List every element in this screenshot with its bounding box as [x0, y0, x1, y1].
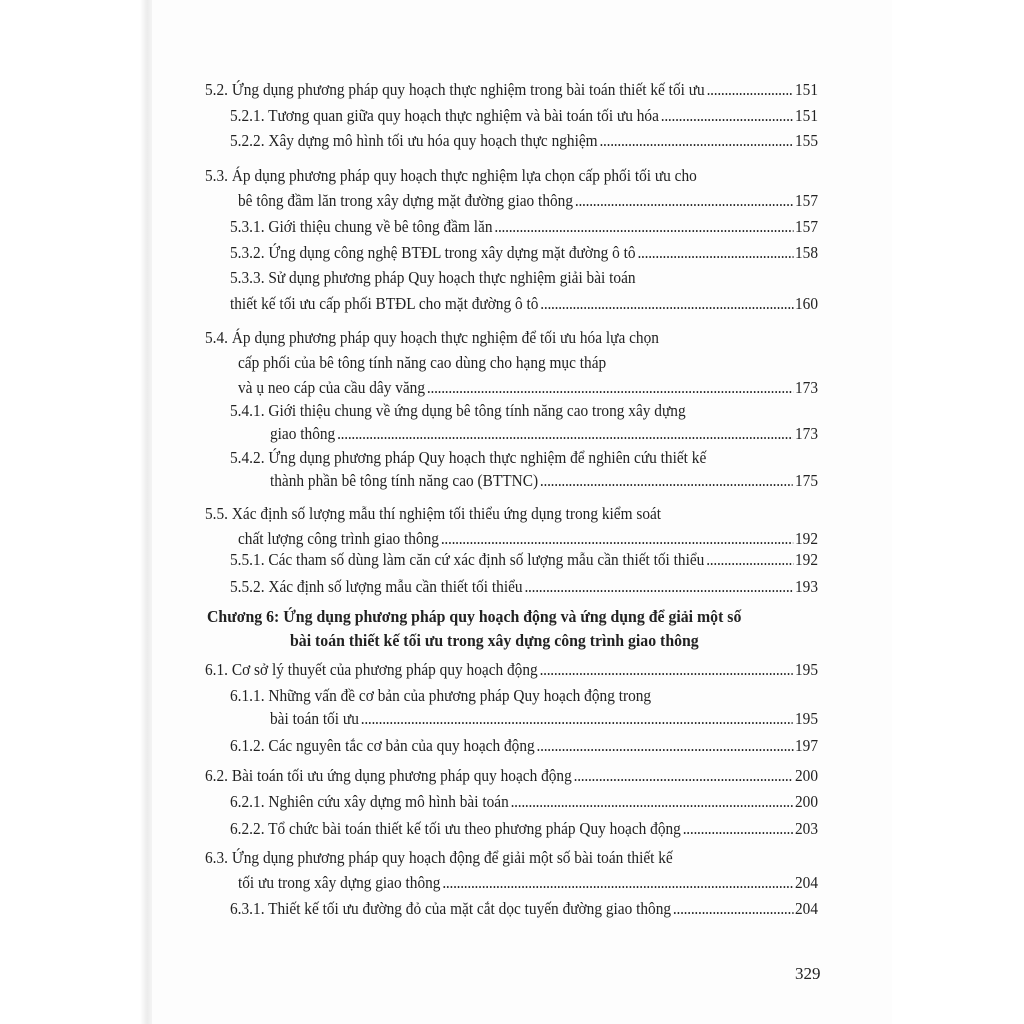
toc-entry-title: chất lượng công trình giao thông [238, 529, 439, 548]
toc-entry-page: 203 [794, 819, 818, 838]
toc-entry-page: 193 [794, 577, 818, 596]
dot-leader [540, 294, 793, 314]
toc-entry-page: 200 [794, 766, 818, 785]
toc-entry-title: 5.2.1. Tương quan giữa quy hoạch thực nghiệm và bài toán tối ưu hóa [230, 106, 659, 125]
toc-entry-line [205, 504, 818, 524]
toc-entry [205, 766, 818, 786]
toc-entry-line [238, 353, 818, 373]
toc-entry-title: 6.2.2. Tổ chức bài toán thiết kế tối ưu theo phương pháp Quy hoạch động [230, 819, 681, 838]
toc-entry-line [230, 448, 818, 468]
toc-entry-page: 175 [794, 471, 818, 490]
toc-entry-page: 200 [794, 792, 818, 811]
toc-entry-title: giao thông [270, 424, 336, 443]
dot-leader [537, 736, 794, 756]
toc-entry [205, 80, 818, 100]
dot-leader [575, 191, 793, 211]
toc-entry-page: 192 [794, 529, 818, 548]
toc-entry-title: 6.2. Bài toán tối ưu ứng dụng phương pháp quy hoạch động [205, 766, 572, 785]
chapter-heading-line2: bài toán thiết kế tối ưu trong xây dựng công trình giao thông [290, 631, 699, 650]
toc-entry-title: 5.5.2. Xác định số lượng mẫu cần thiết tối thiểu [230, 577, 523, 596]
dot-leader [427, 378, 793, 398]
toc-entry-title: 6.1. Cơ sở lý thuyết của phương pháp quy hoạch động [205, 660, 538, 679]
toc-entry-title: 6.1.2. Các nguyên tắc cơ bản của quy hoạch động [230, 736, 535, 755]
toc-entry-page: 157 [794, 191, 818, 210]
toc-entry-title: thành phần bê tông tính năng cao (BTTNC) [270, 471, 539, 490]
dot-leader [706, 550, 793, 570]
dot-leader [637, 243, 793, 263]
toc-entry-title: 6.3.1. Thiết kế tối ưu đường đỏ của mặt cắt dọc tuyến đường giao thông [230, 899, 672, 918]
dot-leader [442, 873, 793, 893]
toc-entry [230, 577, 818, 597]
toc-entry-line [205, 848, 818, 868]
toc-entry [238, 873, 818, 893]
toc-entry-title: 5.5.1. Các tham số dùng làm căn cứ xác định số lượng mẫu cần thiết tối thiểu [230, 550, 705, 569]
toc-entry-line [205, 328, 818, 348]
toc-entry [270, 709, 818, 729]
toc-entry-title: cấp phối của bê tông tính năng cao dùng cho hạng mục tháp [238, 353, 607, 372]
dot-leader [599, 131, 793, 151]
toc-entry-page: 173 [794, 424, 818, 443]
dot-leader [540, 471, 793, 491]
toc-entry-line [230, 401, 818, 421]
toc-entry [230, 131, 818, 151]
toc-entry-title: 5.4.1. Giới thiệu chung về ứng dụng bê tông tính năng cao trong xây dựng [230, 401, 686, 420]
toc-entry-title: 6.2.1. Nghiên cứu xây dựng mô hình bài toán [230, 792, 509, 811]
toc-entry-title: bê tông đầm lăn trong xây dựng mặt đường giao thông [238, 191, 574, 210]
toc-entry-title: 6.3. Ứng dụng phương pháp quy hoạch động để giải một số bài toán thiết kế [205, 848, 673, 867]
toc-entry [238, 378, 818, 398]
toc-entry-page: 192 [794, 550, 818, 569]
toc-entry-title: 6.1.1. Những vấn đề cơ bản của phương pháp Quy hoạch động trong [230, 686, 652, 705]
toc-entry-page: 157 [794, 217, 818, 236]
page-number: 329 [795, 964, 821, 983]
toc-entry-page: 173 [794, 378, 818, 397]
dot-leader [574, 766, 793, 786]
dot-leader [494, 217, 793, 237]
toc-entry [205, 660, 818, 680]
toc-entry-page: 195 [794, 709, 818, 728]
toc-entry-page: 151 [794, 106, 818, 125]
toc-entry-line [230, 268, 818, 288]
toc-entry [230, 106, 818, 126]
dot-leader [683, 819, 793, 839]
dot-leader [511, 792, 794, 812]
toc-entry-line [205, 166, 818, 186]
dot-leader [441, 529, 793, 549]
toc-entry [270, 424, 818, 444]
toc-entry-title: tối ưu trong xây dựng giao thông [238, 873, 441, 892]
toc-entry-title: 5.3.2. Ứng dụng công nghệ BTĐL trong xây dựng mặt đường ô tô [230, 243, 636, 262]
toc-entry-title: 5.3. Áp dụng phương pháp quy hoạch thực nghiệm lựa chọn cấp phối tối ưu cho [205, 166, 697, 185]
toc-entry-title: 5.5. Xác định số lượng mẫu thí nghiệm tối thiểu ứng dụng trong kiểm soát [205, 504, 662, 523]
toc-entry-title: và ụ neo cáp của cầu dây văng [238, 378, 426, 397]
chapter-heading-line1: Chương 6: Ứng dụng phương pháp quy hoạch động và ứng dụng để giải một số [207, 607, 742, 626]
toc-entry-page: 151 [794, 80, 818, 99]
toc-entry [230, 217, 818, 237]
toc-entry-title: 5.3.1. Giới thiệu chung về bê tông đầm lăn [230, 217, 493, 236]
toc-entry-page: 155 [794, 131, 818, 150]
toc-entry-page: 195 [794, 660, 818, 679]
dot-leader [661, 106, 793, 126]
dot-leader [707, 80, 794, 100]
toc-entry-title: 5.2. Ứng dụng phương pháp quy hoạch thực nghiệm trong bài toán thiết kế tối ưu [205, 80, 705, 99]
toc-entry-title: 5.4. Áp dụng phương pháp quy hoạch thực nghiệm để tối ưu hóa lựa chọn [205, 328, 659, 347]
toc-entry-title: thiết kế tối ưu cấp phối BTĐL cho mặt đường ô tô [230, 294, 539, 313]
dot-leader [540, 660, 794, 680]
toc-entry-page: 158 [794, 243, 818, 262]
toc-entry [230, 792, 818, 812]
toc-entry [230, 736, 818, 756]
toc-entry [230, 294, 818, 314]
dot-leader [337, 424, 793, 444]
toc-entry [230, 550, 818, 570]
dot-leader [524, 577, 793, 597]
toc-entry [230, 243, 818, 263]
toc-entry-page: 204 [794, 899, 818, 918]
dot-leader [361, 709, 793, 729]
toc-entry [230, 899, 818, 919]
toc-entry [270, 471, 818, 491]
toc-entry-title: bài toán tối ưu [270, 709, 359, 728]
toc-entry [238, 191, 818, 211]
toc-entry [230, 819, 818, 839]
toc-entry-page: 160 [794, 294, 818, 313]
toc-entry-line [230, 686, 818, 706]
toc-entry-title: 5.4.2. Ứng dụng phương pháp Quy hoạch thực nghiệm để nghiên cứu thiết kế [230, 448, 707, 467]
dot-leader [673, 899, 793, 919]
toc-entry [238, 529, 818, 549]
toc-entry-page: 204 [794, 873, 818, 892]
toc-entry-title: 5.3.3. Sử dụng phương pháp Quy hoạch thực nghiệm giải bài toán [230, 268, 636, 287]
toc-entry-page: 197 [794, 736, 818, 755]
toc-entry-title: 5.2.2. Xây dựng mô hình tối ưu hóa quy hoạch thực nghiệm [230, 131, 598, 150]
